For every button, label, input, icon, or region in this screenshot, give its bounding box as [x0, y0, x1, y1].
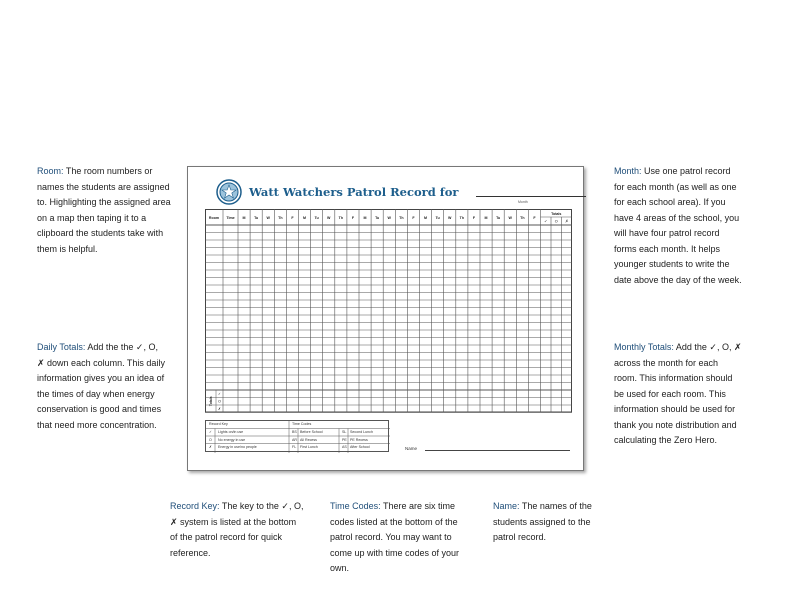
- grid-header-22: M: [484, 216, 488, 220]
- time-code-text-1: Before School: [300, 430, 323, 434]
- patrol-grid: [205, 209, 569, 420]
- grid-header-25: Th: [520, 216, 525, 220]
- room-note-body: The room numbers or names the students are assigned to. Highlighting the assigned area on a map then taping it to a clipboard the students take with them is helpful.: [37, 166, 171, 254]
- grid-header-1: Time: [226, 216, 235, 220]
- grid-header-3: Tu: [254, 216, 259, 220]
- grid-header-4: W: [266, 216, 270, 220]
- grid-header-19: W: [448, 216, 452, 220]
- monthly-totals-heading: Monthly Totals:: [614, 342, 674, 352]
- daily-totals-label: Totals: [208, 396, 213, 407]
- grid-header-12: M: [363, 216, 367, 220]
- record-key-title: Record Key: [209, 422, 228, 426]
- grid-header-18: Tu: [435, 216, 440, 220]
- record-key-mark-3: ✗: [209, 445, 213, 449]
- name-area: [405, 446, 570, 451]
- month-label: Month: [518, 200, 528, 204]
- grid-header-13: Tu: [375, 216, 380, 220]
- grid-header-21: F: [472, 216, 476, 220]
- grid-header-15: Th: [399, 216, 404, 220]
- grid-header-7: M: [303, 216, 307, 220]
- name-note: [493, 499, 613, 546]
- grid-header-23: Tu: [496, 216, 501, 220]
- grid-totals-mark-1: O: [554, 219, 558, 224]
- time-code-text-5: First Lunch: [300, 445, 318, 449]
- time-codes-title: Time Codes: [292, 422, 312, 426]
- record-key-note: [170, 499, 305, 561]
- daily-totals-mark-0: ✓: [217, 392, 222, 397]
- time-codes-heading: Time Codes:: [330, 501, 381, 511]
- record-key-box: [205, 420, 389, 452]
- monthly-totals-note: [614, 340, 742, 449]
- time-code-2: SL: [342, 430, 347, 434]
- grid-header-6: F: [291, 216, 294, 220]
- time-code-3: AR: [292, 437, 297, 442]
- patrol-grid-svg: [205, 209, 569, 415]
- daily-totals-heading: Daily Totals:: [37, 342, 86, 352]
- record-key-text-2: No energy in use: [218, 437, 246, 442]
- grid-header-0: Room: [208, 216, 220, 220]
- grid-header-24: W: [508, 216, 512, 220]
- name-note-body: The names of the students assigned to the patrol record.: [493, 501, 592, 542]
- grid-totals-mark-2: ✗: [565, 219, 569, 224]
- time-code-text-6: After School: [350, 445, 370, 449]
- time-code-6: AS: [342, 445, 347, 449]
- time-codes-body: There are six time codes listed at the bottom of the patrol record. You may want to come up with time codes of your own.: [330, 501, 460, 573]
- grid-totals-header: Totals: [551, 212, 562, 216]
- daily-totals-body: Add the the ✓, O, ✗ down each column. This daily information gives you an idea of the times of day when energy conservation is good and times that need more concentration.: [37, 342, 165, 430]
- grid-header-17: M: [424, 216, 428, 220]
- record-key-mark-1: ✓: [209, 430, 213, 434]
- daily-totals-mark-2: ✗: [217, 407, 222, 412]
- daily-totals-note: [37, 340, 167, 433]
- time-code-text-2: Second Lunch: [350, 430, 373, 434]
- sheet-title: Watt Watchers Patrol Record for: [249, 185, 459, 199]
- time-codes-note: [330, 499, 465, 577]
- time-code-4: PE: [342, 437, 347, 442]
- grid-totals-mark-0: ✓: [544, 219, 548, 224]
- time-code-5: FL: [292, 445, 297, 449]
- time-code-text-3: All Recess: [300, 437, 317, 442]
- daily-totals-mark-1: O: [218, 399, 221, 404]
- name-blank-line[interactable]: [425, 450, 570, 451]
- month-note-heading: Month:: [614, 166, 642, 176]
- month-blank-line[interactable]: [476, 196, 586, 197]
- grid-header-26: F: [533, 216, 536, 220]
- record-key-mark-2: O: [209, 437, 212, 442]
- grid-header-14: W: [387, 216, 391, 220]
- grid-header-8: Tu: [314, 216, 319, 220]
- time-code-text-4: PE Recess: [350, 437, 368, 442]
- grid-header-16: F: [412, 216, 415, 220]
- sheet-header: [216, 179, 556, 205]
- time-code-1: BS: [292, 430, 297, 434]
- patrol-record-sheet: [187, 166, 584, 471]
- record-key-heading: Record Key:: [170, 501, 220, 511]
- monthly-totals-body: Add the ✓, O, ✗ across the month for each room. This information should be used for each room. This information should be used for thank you note distribution and calculating the Zero Hero.: [614, 342, 742, 445]
- record-key-text-3: Energy in use/no people: [218, 445, 257, 449]
- record-key-text-1: Lights on/in use: [218, 430, 244, 434]
- room-note-heading: Room:: [37, 166, 64, 176]
- grid-header-20: Th: [459, 216, 465, 220]
- name-note-heading: Name:: [493, 501, 520, 511]
- grid-header-11: F: [351, 216, 355, 220]
- grid-header-5: Th: [278, 216, 283, 220]
- month-note: [614, 164, 742, 288]
- name-label: Name: [405, 446, 418, 451]
- record-key-body: The key to the ✓, O, ✗ system is listed at the bottom of the patrol record for quick reference.: [170, 501, 304, 558]
- room-note: [37, 164, 172, 257]
- month-note-body: Use one patrol record for each month (as well as one for each school area). If you have 4 areas of the school, you will have four patrol record forms each month. It helps younger students to write the date above the day of the week.: [614, 166, 742, 285]
- grid-header-2: M: [242, 216, 246, 220]
- watt-watchers-logo-icon: [216, 179, 242, 205]
- grid-header-9: W: [327, 216, 331, 220]
- grid-header-10: Th: [338, 216, 344, 220]
